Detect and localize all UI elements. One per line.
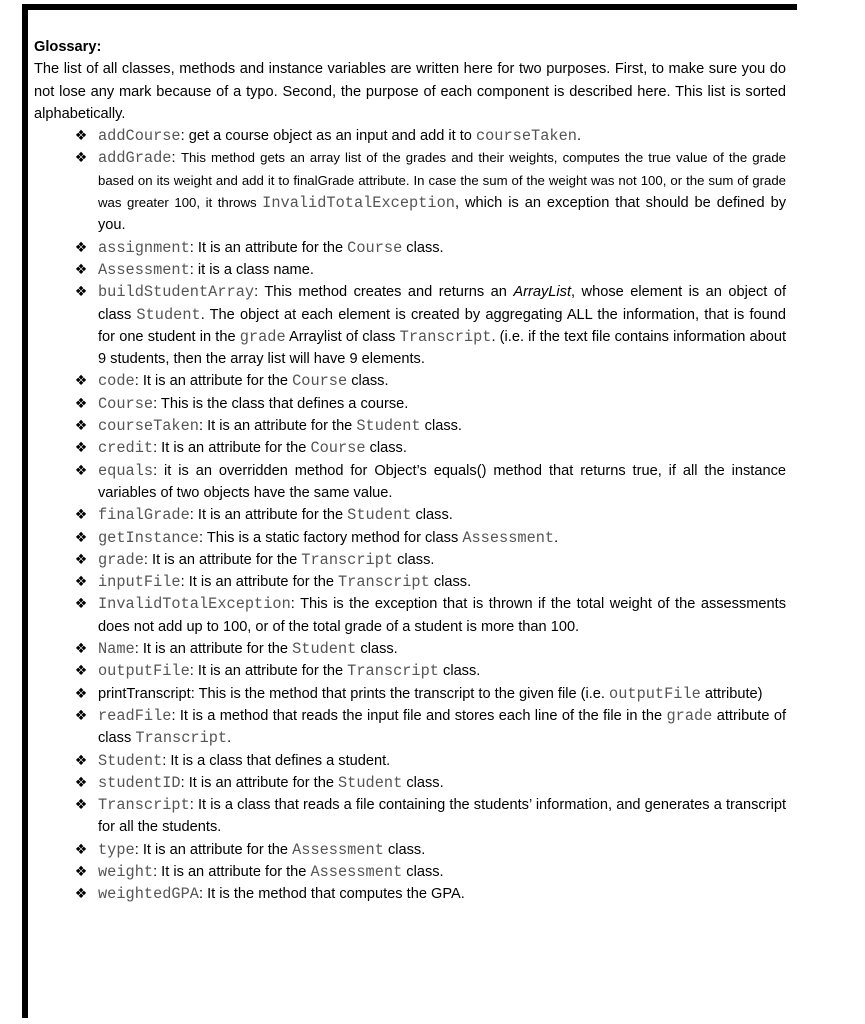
glossary-definition-text: Student	[338, 773, 403, 792]
bullet-diamond-icon: ❖	[74, 128, 88, 145]
glossary-definition-text: :	[171, 150, 181, 167]
glossary-term: assignment	[98, 238, 190, 257]
glossary-term: addCourse	[98, 127, 181, 146]
glossary-definition-text: class.	[356, 641, 398, 658]
glossary-term: printTranscript	[98, 685, 191, 702]
glossary-item	[72, 259, 786, 281]
glossary-definition-text: Course	[310, 439, 366, 458]
glossary-definition-text: . (i.e. if the text file contains information about 9 students, then the array list will have 9 elements.	[98, 328, 787, 368]
glossary-item	[72, 504, 786, 526]
glossary-definition-text: : This is the method that prints the transcript to the given file (i.e.	[190, 685, 610, 702]
glossary-definition-text: class.	[438, 663, 481, 680]
glossary-definition-text: class.	[383, 841, 426, 858]
glossary-definition-text: : This method creates and returns an	[254, 284, 514, 301]
glossary-definition-text: Transcript	[399, 327, 492, 346]
glossary-definition-text: Transcript	[338, 573, 430, 592]
glossary-term: grade	[98, 550, 144, 569]
glossary-definition-text: : It is an attribute for the	[143, 551, 302, 568]
glossary-term: weightedGPA	[98, 885, 199, 904]
glossary-definition-text: class.	[393, 551, 435, 568]
glossary-definition-text: : It is an attribute for the	[180, 774, 338, 791]
glossary-item	[72, 794, 786, 839]
glossary-definition-text: class.	[411, 507, 453, 524]
glossary-definition-text: class.	[347, 373, 389, 390]
glossary-item	[72, 147, 786, 236]
glossary-definition-text: : It is a class that reads a file containing the students’ information, and generates a transcript for all the students.	[98, 797, 786, 836]
glossary-definition-text: Student	[356, 417, 421, 436]
glossary-item	[72, 549, 786, 571]
glossary-definition-text: Arraylist of class	[285, 328, 400, 345]
glossary-term: code	[98, 372, 135, 391]
glossary-definition-text: ArrayList	[513, 284, 571, 301]
glossary-item	[72, 883, 786, 905]
glossary-definition-text: : It is an attribute for the	[180, 574, 338, 591]
glossary-term: credit	[98, 439, 154, 458]
glossary-item	[72, 370, 786, 392]
glossary-item	[72, 281, 786, 370]
glossary-definition-text: : It is a class that defines a student.	[162, 752, 391, 769]
bullet-diamond-icon: ❖	[74, 529, 88, 546]
glossary-item	[72, 750, 786, 772]
glossary-item	[72, 839, 786, 861]
glossary-definition-text: Course	[292, 372, 348, 391]
bullet-diamond-icon: ❖	[74, 707, 88, 724]
glossary-list	[34, 125, 786, 905]
bullet-diamond-icon: ❖	[74, 440, 88, 457]
glossary-term: buildStudentArray	[98, 283, 255, 302]
glossary-term: equals	[98, 461, 154, 480]
bullet-diamond-icon: ❖	[74, 551, 88, 568]
glossary-definition-text: : It is a method that reads the input file and stores each line of the file in the	[171, 707, 667, 724]
glossary-definition-text: : get a course object as an input and add it to	[180, 128, 476, 145]
glossary-definition-text: class.	[365, 440, 407, 457]
page-border-left	[22, 4, 28, 1018]
glossary-definition-text: : it is a class name.	[189, 261, 314, 278]
glossary-definition-text: courseTaken	[475, 127, 577, 146]
glossary-definition-text: Assessment	[310, 862, 403, 881]
bullet-diamond-icon: ❖	[74, 841, 88, 858]
glossary-definition-text: .	[554, 529, 559, 546]
glossary-term: outputFile	[98, 662, 190, 681]
bullet-diamond-icon: ❖	[74, 261, 88, 278]
bullet-diamond-icon: ❖	[74, 886, 88, 903]
bullet-diamond-icon: ❖	[74, 150, 88, 167]
bullet-diamond-icon: ❖	[74, 774, 88, 791]
glossary-definition-text: Student	[136, 305, 201, 324]
glossary-definition-text: grade	[666, 706, 713, 725]
glossary-item	[72, 393, 786, 415]
glossary-item	[72, 437, 786, 459]
glossary-term: type	[98, 840, 135, 859]
glossary-term: Transcript	[98, 796, 190, 815]
glossary-definition-text: : It is an attribute for the	[189, 663, 348, 680]
glossary-definition-text: class.	[429, 574, 472, 591]
glossary-definition-text: : It is an attribute for the	[153, 863, 311, 880]
glossary-term: readFile	[98, 706, 172, 725]
glossary-item	[72, 772, 786, 794]
bullet-diamond-icon: ❖	[74, 418, 88, 435]
glossary-item	[72, 571, 786, 593]
glossary-definition-text: Student	[347, 506, 412, 525]
glossary-definition-text: : This is a static factory method for class	[198, 529, 463, 546]
bullet-diamond-icon: ❖	[74, 574, 88, 591]
glossary-definition-text: : It is an attribute for the	[189, 239, 348, 256]
glossary-definition-text: class.	[402, 239, 444, 256]
glossary-definition-text: Transcript	[301, 550, 394, 569]
glossary-definition-text: Course	[347, 238, 403, 257]
glossary-item	[72, 861, 786, 883]
glossary-term: getInstance	[98, 528, 199, 547]
glossary-term: Student	[98, 751, 163, 770]
bullet-diamond-icon: ❖	[74, 685, 88, 702]
glossary-definition-text: . The object at each element is created by aggregating ALL the information, that is found for one student in the	[98, 306, 786, 345]
glossary-definition-text: attribute)	[700, 685, 763, 702]
bullet-diamond-icon: ❖	[74, 596, 88, 613]
glossary-definition-text: class.	[420, 418, 462, 435]
glossary-definition-text: Transcript	[347, 662, 439, 681]
glossary-term: InvalidTotalException	[98, 595, 291, 614]
glossary-definition-text: class.	[402, 774, 444, 791]
bullet-diamond-icon: ❖	[74, 373, 88, 390]
glossary-definition-text: Transcript	[135, 729, 228, 748]
glossary-term: Name	[98, 640, 135, 659]
glossary-definition-text: : It is an attribute for the	[198, 418, 357, 435]
page-border-top	[22, 4, 797, 10]
glossary-item	[72, 460, 786, 505]
glossary-definition-text: : it is an overridden method for Object’s equals() method that returns true, if all the instance variables of two objects have the same value.	[98, 462, 786, 501]
bullet-diamond-icon: ❖	[74, 462, 88, 479]
bullet-diamond-icon: ❖	[74, 863, 88, 880]
glossary-item	[72, 638, 786, 660]
glossary-definition-text: : It is an attribute for the	[134, 373, 293, 390]
bullet-diamond-icon: ❖	[74, 507, 88, 524]
glossary-term: weight	[98, 862, 154, 881]
glossary-definition-text: : It is an attribute for the	[153, 440, 311, 457]
glossary-definition-text: outputFile	[609, 684, 701, 703]
glossary-definition-text: grade	[239, 327, 286, 346]
glossary-term: studentID	[98, 773, 181, 792]
glossary-definition-text: , whose element is an object of class	[98, 284, 787, 323]
glossary-definition-text: : It is the method that computes the GPA.	[198, 886, 465, 903]
glossary-definition-text: .	[227, 730, 232, 747]
glossary-term: Assessment	[98, 260, 190, 279]
glossary-definition-text: , which is an exception that should be defined by you.	[98, 195, 786, 234]
glossary-item	[72, 593, 786, 638]
glossary-definition-text: class.	[402, 863, 444, 880]
glossary-item	[72, 683, 786, 705]
glossary-definition-text: : This is the exception that is thrown if the total weight of the assessments does not add up to 100, or of the total grade of a student is more than 100.	[98, 596, 786, 635]
glossary-item	[72, 415, 786, 437]
bullet-diamond-icon: ❖	[74, 663, 88, 680]
glossary-definition-text: : It is an attribute for the	[134, 841, 293, 858]
glossary-definition-text: Assessment	[462, 528, 555, 547]
bullet-diamond-icon: ❖	[74, 641, 88, 658]
glossary-item	[72, 660, 786, 682]
glossary-definition-text: attribute of class	[98, 707, 787, 747]
glossary-heading: Glossary:	[34, 39, 102, 55]
bullet-diamond-icon: ❖	[74, 239, 88, 256]
glossary-item	[72, 527, 786, 549]
glossary-item	[72, 125, 786, 147]
glossary-intro: The list of all classes, methods and instance variables are written here for two purposes. First, to make sure you do not lose any mark because of a typo. Second, the purpose of each component is described here. This list is sorted alphabetically.	[34, 61, 786, 122]
glossary-term: addGrade	[98, 149, 172, 168]
glossary-definition-text: InvalidTotalException	[262, 194, 455, 213]
glossary-definition-text: : It is an attribute for the	[189, 507, 348, 524]
glossary-definition-text: Assessment	[292, 840, 384, 859]
bullet-diamond-icon: ❖	[74, 797, 88, 814]
glossary-item	[72, 237, 786, 259]
bullet-diamond-icon: ❖	[74, 284, 88, 301]
glossary-definition-text: Student	[292, 640, 357, 659]
glossary-definition-text: .	[576, 128, 581, 145]
glossary-term: inputFile	[98, 573, 181, 592]
glossary-term: courseTaken	[98, 417, 199, 436]
glossary-term: Course	[98, 394, 154, 413]
glossary-term: finalGrade	[98, 506, 190, 525]
glossary-definition-text: This method gets an array list of the grades and their weights, computes the true value of the grade based on its weight and add it to finalGrade attribute. In case the sum of the weight was not 100, or the sum of grade was greater 100, it throws	[98, 150, 787, 211]
glossary-definition-text: : It is an attribute for the	[134, 641, 293, 658]
glossary-definition-text: : This is the class that defines a course.	[153, 395, 409, 412]
glossary-section	[34, 36, 786, 906]
bullet-diamond-icon: ❖	[74, 395, 88, 412]
bullet-diamond-icon: ❖	[74, 752, 88, 769]
glossary-item	[72, 705, 786, 750]
